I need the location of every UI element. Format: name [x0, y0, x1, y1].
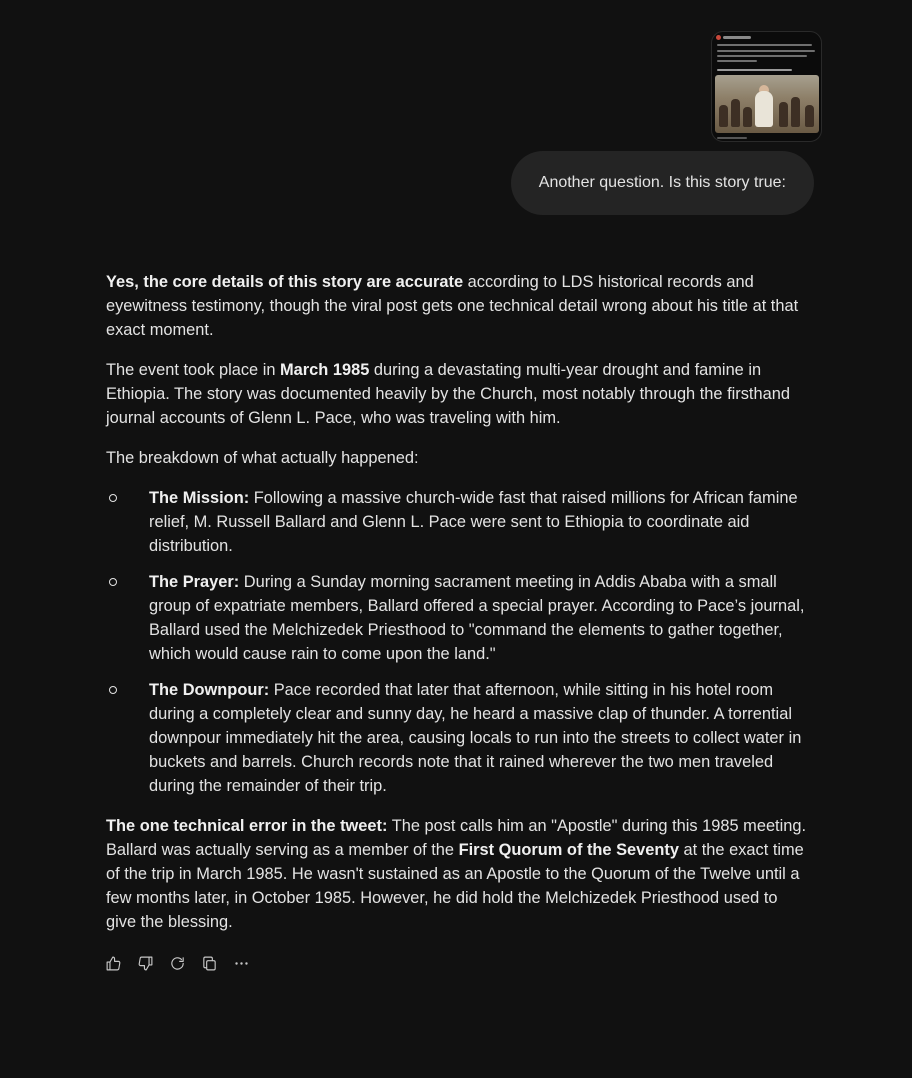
response-p2-bold: March 1985	[280, 361, 370, 379]
response-paragraph-4	[106, 814, 808, 934]
list-item-text: During a Sunday morning sacrament meeting in Addis Ababa with a small group of expatriate members, Ballard offered a special prayer. According to Pace’s journal, Ballard used the Melchizedek Priesthood to "command the elements to gather together, which would cause rain to come upon the land."	[149, 573, 805, 663]
response-paragraph-1	[106, 270, 808, 342]
breakdown-list	[106, 486, 808, 798]
user-message-text: Another question. Is this story true:	[538, 174, 786, 191]
more-options-button[interactable]	[232, 952, 250, 974]
thumb-header-line	[723, 36, 751, 39]
list-item-text: Following a massive church-wide fast that raised millions for African famine relief, M. Russell Ballard and Glenn L. Pace were sent to Ethiopia to coordinate aid distribution.	[149, 489, 798, 555]
more-horizontal-icon	[233, 955, 250, 972]
response-p4-text-b: at the exact time of the trip in March 1985. He wasn't sustained as an Apostle to the Quorum of the Twelve until a few months later, in October 1985. However, he did hold the Melchizedek Priesthood used to give the blessing.	[106, 841, 804, 931]
refresh-icon	[169, 955, 186, 972]
thumb-text-line	[717, 55, 807, 57]
response-p4-bold: The one technical error in the tweet:	[106, 817, 388, 835]
list-item	[106, 678, 808, 798]
response-paragraph-3: The breakdown of what actually happened:	[106, 449, 419, 467]
response-p2-text-a: The event took place in	[106, 361, 281, 379]
copy-button[interactable]	[200, 952, 218, 974]
thumbs-up-icon	[105, 955, 122, 972]
list-item	[106, 570, 808, 666]
regenerate-button[interactable]	[168, 952, 186, 974]
copy-icon	[201, 955, 218, 972]
thumbs-down-button[interactable]	[136, 952, 154, 974]
thumb-avatar	[716, 35, 721, 40]
response-paragraph-2	[106, 358, 808, 430]
list-item	[106, 486, 808, 558]
bullet-circle-icon	[109, 494, 117, 502]
response-p4-text-a: The post calls him an "Apostle" during this 1985 meeting. Ballard was actually serving as a member of the	[106, 817, 807, 859]
list-item-title: The Downpour:	[149, 681, 270, 699]
response-p4-bold-2: First Quorum of the Seventy	[458, 841, 679, 859]
thumb-text-line	[717, 60, 757, 62]
bullet-circle-icon	[109, 686, 117, 694]
thumb-photo	[715, 75, 819, 133]
response-actions	[104, 952, 250, 974]
list-item-title: The Mission:	[149, 489, 250, 507]
thumb-text-line	[717, 44, 812, 46]
thumbs-down-icon	[137, 955, 154, 972]
response-p2-text-b: during a devastating multi-year drought and famine in Ethiopia. The story was documented heavily by the Church, most notably through the firsthand journal accounts of Glenn L. Pace, who was traveling with him.	[106, 361, 790, 427]
assistant-response	[106, 270, 808, 950]
thumb-footer-line	[717, 137, 747, 139]
thumb-text-line	[717, 50, 815, 52]
bullet-circle-icon	[109, 578, 117, 586]
thumb-text-line	[717, 69, 792, 71]
list-item-text: Pace recorded that later that afternoon, while sitting in his hotel room during a completely clear and sunny day, he heard a massive clap of thunder. A torrential downpour immediately hit the area, causing locals to run into the streets to collect water in buckets and barrels. Church records note that it rained wherever the two men traveled during the remainder of their trip.	[149, 681, 802, 795]
thumbs-up-button[interactable]	[104, 952, 122, 974]
response-p1-bold: Yes, the core details of this story are accurate	[106, 273, 464, 291]
response-p1-text: according to LDS historical records and eyewitness testimony, though the viral post gets one technical detail wrong about his title at that exact moment.	[106, 273, 799, 339]
user-message-bubble	[511, 151, 814, 215]
attached-image-thumbnail[interactable]	[711, 31, 822, 142]
list-item-title: The Prayer:	[149, 573, 240, 591]
